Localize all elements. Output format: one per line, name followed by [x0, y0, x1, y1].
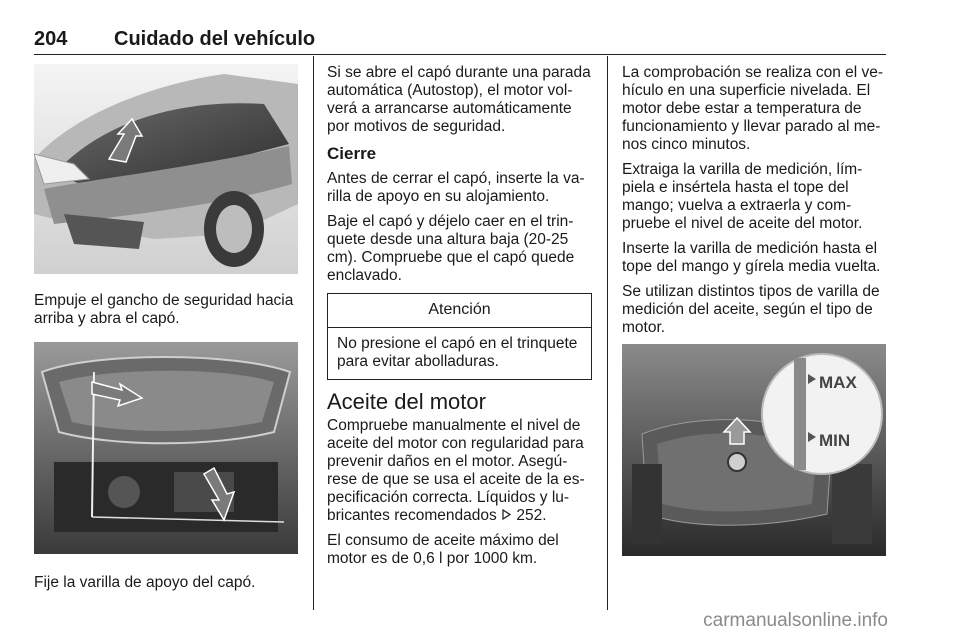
dipstick-min-label: MIN [819, 431, 851, 450]
caption-hood-hook: Empuje el gancho de seguridad hacia arriba y abra el capó. [34, 292, 294, 327]
oil-check-paragraph [327, 417, 592, 525]
column-2 [327, 64, 592, 575]
page-number: 204 [34, 28, 68, 50]
column-divider-2 [607, 56, 608, 610]
dipstick-paragraph-1: Extraiga la varilla de medición, lím- piela e insértela hasta el tope del mango; vuelva a extraerla y com- pruebe el nivel de aceite del motor. [622, 161, 863, 232]
check-conditions-paragraph: La comprobación se realiza con el ve- hículo en una superficie nivelada. El motor debe estar a temperatura de funcionamiento y llevar parado al me- nos cinco minutos. [622, 64, 884, 153]
hood-hook-image [34, 64, 298, 274]
column-1 [34, 64, 298, 599]
notice-body: No presione el capó en el trinquete para evitar abolladuras. [337, 335, 578, 370]
closing-paragraph-1: Antes de cerrar el capó, inserte la va- rilla de apoyo en su alojamiento. [327, 170, 585, 205]
dipstick-max-label: MAX [819, 373, 857, 392]
notice-title: Atención [328, 294, 591, 328]
autostop-paragraph: Si se abre el capó durante una parada automática (Autostop), el motor vol- verá a arrancarse automáticamente por motivos de seguridad. [327, 64, 591, 135]
page-reference-icon [501, 509, 512, 520]
heading-cierre: Cierre [327, 144, 377, 163]
closing-paragraph-2: Baje el capó y déjelo caer en el trin- quete desde una altura baja (20-25 cm). Compruebe que el capó quede enclavado. [327, 213, 575, 284]
engine-dipstick-image [622, 344, 886, 556]
page-title: Cuidado del vehículo [114, 28, 316, 50]
oil-consumption-paragraph: El consumo de aceite máximo del motor es de 0,6 l por 1000 km. [327, 532, 559, 567]
oil-check-ref[interactable]: 252. [516, 507, 547, 524]
watermark: carmanualsonline.info [703, 610, 888, 631]
column-3 [622, 64, 887, 556]
hood-support-rod-image [34, 342, 298, 554]
dipstick-paragraph-2: Inserte la varilla de medición hasta el tope del mango y gírela media vuelta. [622, 240, 881, 275]
notice-box [327, 293, 592, 380]
page-header [34, 24, 886, 55]
oil-check-text: Compruebe manualmente el nivel de aceite del motor con regularidad para prevenir daños en el motor. Asegú- rese de que se usa el aceite de la es- pecificación correcta. Líquidos y lu- bricantes recomendados [327, 417, 585, 524]
column-divider-1 [313, 56, 314, 610]
heading-aceite-motor: Aceite del motor [327, 389, 486, 414]
dipstick-paragraph-3: Se utilizan distintos tipos de varilla de medición del aceite, según el tipo de motor. [622, 283, 880, 336]
caption-support-rod: Fije la varilla de apoyo del capó. [34, 574, 256, 591]
